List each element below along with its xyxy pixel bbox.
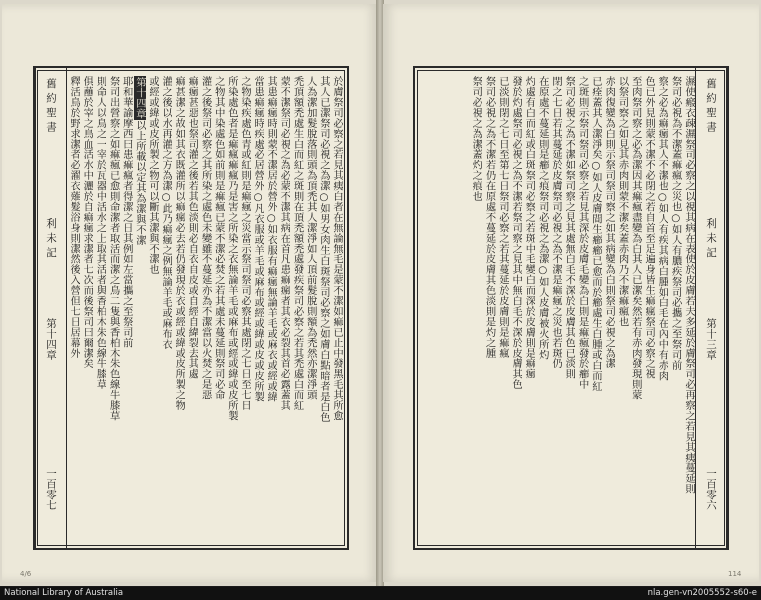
- text-column: 釋活鳥於野求潔者必濯衣薙髮浴身則潔然後入營但七日居幕外: [68, 76, 81, 359]
- text-column: 之斑則示祭司祭司必察之若見其深於皮膚毛變為白則是痲瘋發於癤中: [576, 76, 589, 390]
- text-column: 之物染疾處色青或紅則是痲瘋之災當示祭司祭司必察其處閉之七日至七日: [239, 76, 252, 411]
- text-column: 禿頂額禿處生白而紅之斑則在頂禿額禿處發疾祭司必察之若其禿處白而紅: [291, 76, 304, 411]
- text-column: 蒙不潔祭司必視之為必蒙不潔其病在首凡患痲瘋者其衣必裂其首必露蓋其: [278, 76, 291, 411]
- text-column: 在原處不蔓延則是癤之痕祭司必視之為潔○如人皮膚被火所灼: [536, 76, 549, 360]
- right-page-number-band: 一百零六: [705, 468, 717, 510]
- text-column: 以祭司察之如見其赤肉則蒙不潔矣蓋赤肉乃不潔痲瘋也: [616, 76, 629, 327]
- text-column: 灼處有白而紅或白斑祭司必察之若斑中毛變白而深於皮膚則是痲瘋: [523, 76, 536, 380]
- text-column: 發於灼處祭司必視之為不潔若祭司察之見其中無白毛不深於皮膚其色: [510, 76, 523, 390]
- text-column: 色已外見則蒙不潔不必閉之若自首至足遍身皆生痲瘋祭司必察之視: [643, 76, 656, 380]
- left-page: [2, 4, 378, 582]
- right-page-frame: [413, 66, 729, 550]
- text-column: 或經或緯或皮所製之物可以斷其潔與不潔也: [147, 76, 160, 275]
- text-column: 其患痲瘋時則蒙不潔居於營外○如衣服有痲瘋無論羊毛或麻衣或經或緯: [265, 76, 278, 402]
- chapter-heading-tail: 以上所載以定其為潔與不潔: [133, 119, 146, 246]
- left-page-number-band: 一百零七: [45, 468, 57, 510]
- footer-bar: [0, 587, 761, 600]
- text-column: 之物其中染處色如前則是痲瘋已蒙不潔必焚之若其處未蔓延則祭司必命: [212, 76, 225, 400]
- left-page-frame: [33, 66, 349, 550]
- text-column: 俱蘸於宰之鳥血活水中灑於自痲瘋求潔者七次而後祭司曰爾潔矣: [81, 76, 94, 369]
- text-column: 已痊蓋其人潔淨矣○如人皮膚間生癤癤已愈而於癤處生白腫或白而紅: [589, 76, 602, 392]
- chapter-heading-column: [133, 68, 146, 548]
- text-column: 所染處色者是痲瘋痲瘋乃是害之所染之衣無論羊毛或麻布或經或緯或皮所製: [225, 76, 238, 421]
- text-column: 當患痲瘋時疾處必居營外○凡衣服或羊毛或麻布或經或緯或皮或皮所製: [252, 76, 265, 402]
- right-page-text: [419, 68, 695, 548]
- text-column: 其人已潔祭司必視之為潔○如男女肉生白斑祭司必察之如膚白點暗者是白色: [317, 76, 330, 423]
- right-page-book-band: 利未記: [705, 218, 717, 262]
- text-column: 祭司出營察之如痲瘋已愈則命潔者取活而潔之鳥二隻與香柏木朱色線牛膝草: [107, 76, 120, 421]
- text-column: 祭司必視之為不潔若仍在原處不蔓延於皮膚其色淡則是灼之腫: [483, 76, 496, 359]
- right-page-pencil-number: 114: [728, 570, 742, 578]
- text-column: 濕使瘢衣疎濕祭司必察之以視其病在表使於皮膚若夫多延於膚祭司必再察之若見其痍蔓延則: [683, 76, 695, 494]
- right-page: [383, 4, 759, 582]
- left-page-text: [67, 68, 343, 548]
- text-column: 閉之七日若其蔓延於皮膚祭司必視之為不潔是痲瘋之災也若斑仍: [550, 76, 563, 369]
- text-column: 赤肉復變為白則示祭司祭司察之如其病變為白則祭司必視之為潔: [603, 76, 616, 369]
- text-column: 則命人以鳥之一宰於瓦器中活水之上取其活者與香柏木朱色線牛膝草: [94, 76, 107, 390]
- text-column: 於膚祭司必察之若見其痍白者在無論無毛是蒙不潔如痲已止中發黑毛其所愈: [331, 76, 343, 421]
- left-page-title-band: 舊約聖書: [45, 78, 57, 136]
- text-column: 祭司必視為不潔蓋痲瘋之災也○如人有膿疾祭司必攜之至祭司前: [669, 76, 682, 371]
- text-column: 人為潔加髮脫落則頭為頂禿其人潔淨如人頂前髮脫則額為禿然亦潔淨頭: [304, 76, 317, 400]
- text-column: 灌之後祭司必察之其所染之處色未變雖不蔓延亦為不潔當以火焚之是惡: [199, 76, 212, 400]
- text-column: 祭司必視之為不潔如祭司察之見其處無白毛不深於皮膚其色已淡則: [563, 76, 576, 380]
- chapter-heading: 第十四章: [133, 77, 146, 119]
- left-page-pencil-number: 4/6: [20, 570, 32, 578]
- text-column: 祭司必視之為潔蓋灼之痕也: [470, 76, 483, 202]
- text-column: 察之必為痲瘋其人不潔也○如人有疾其病白腫如白毛在內中有赤肉: [656, 76, 669, 381]
- text-column: 至肉祭司察之必為潔因其痲瘋盡變為白其人已潔矣然若有赤肉發現則蒙: [629, 76, 642, 400]
- footer-identifier: nla.gen-vn2005552-s60-e: [647, 588, 757, 598]
- text-column: 灌之後以水再灌之方為潔○此乃痲瘋之例無論羊毛或麻布衣: [160, 76, 173, 350]
- text-column: 痲瘋甚惡也祭司灌之後若其色淡則必自衣自皮或自經自緯裂去其處: [186, 76, 199, 380]
- left-page-book-band: 利未記: [45, 218, 57, 262]
- left-page-margin-strip: [35, 68, 67, 548]
- footer-credit: National Library of Australia: [4, 588, 124, 598]
- text-column: 耶和華諭摩西曰患痲瘋者得潔之日其例如左當攜之至祭司前: [120, 76, 133, 348]
- text-column: 已淡則閉之七日至第七日祭司必察之若其蔓延於皮膚則是痲瘋: [496, 76, 509, 359]
- right-page-margin-strip: [695, 68, 727, 548]
- right-page-title-band: 舊約聖書: [705, 78, 717, 136]
- text-column: 痲甚潔之故如其衣既灌所以痲瘋必去若仍發現於衣或經或緯或皮所製之物: [173, 76, 186, 411]
- left-page-chapter-band: 第十四章: [45, 318, 57, 360]
- right-page-chapter-band: 第十三章: [705, 318, 717, 360]
